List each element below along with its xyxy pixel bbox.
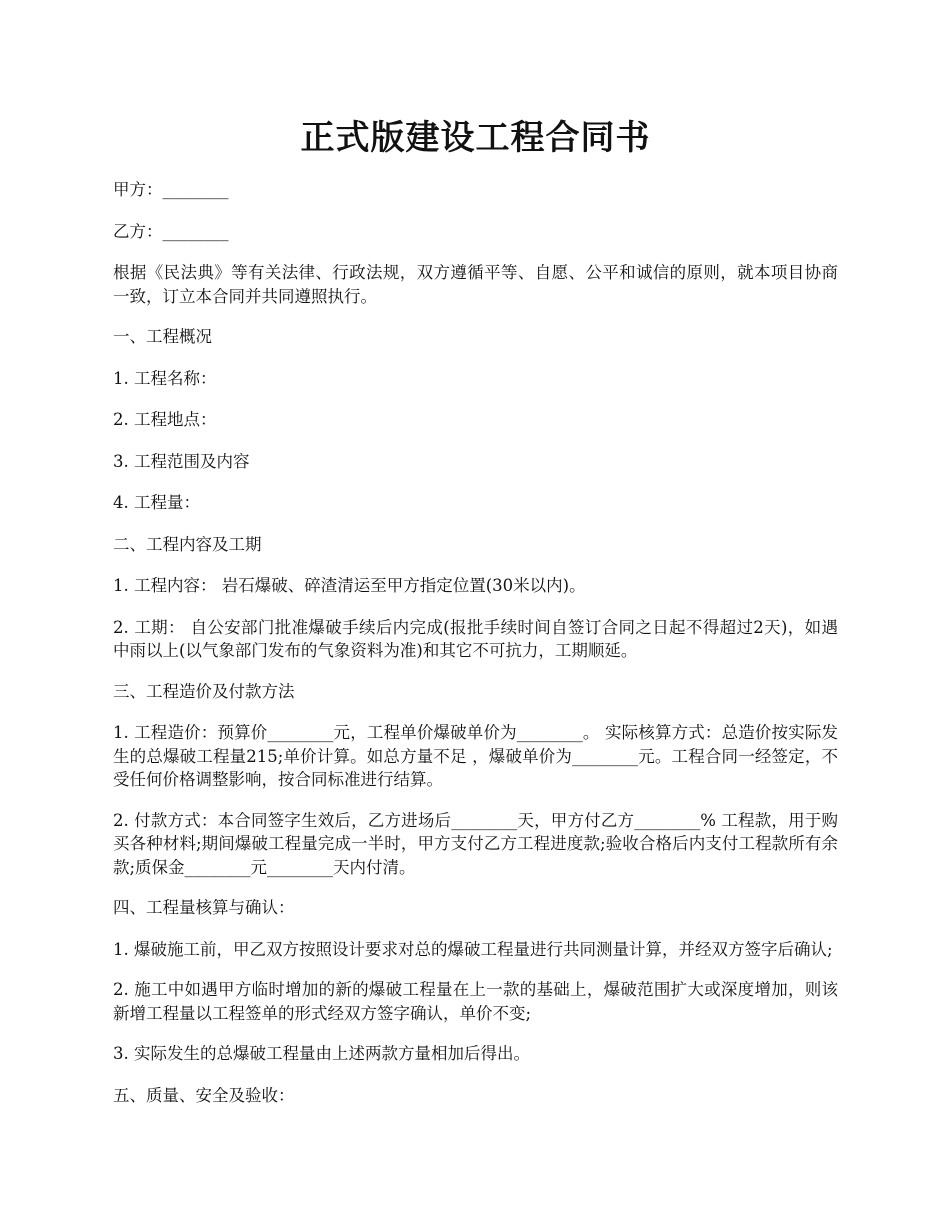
clause-project-name: 1. 工程名称： [113, 368, 217, 388]
document-page [113, 0, 838, 1125]
section-heading-project-overview: 一、工程概况 [113, 327, 212, 346]
clause-pre-blast-measurement: 1. 爆破施工前，甲乙双方按照设计要求对总的爆破工程量进行共同测量计算，并经双方签字后确认; [113, 939, 833, 959]
clause-project-location: 2. 工程地点： [113, 410, 217, 429]
clause-added-quantity: 2. 施工中如遇甲方临时增加的新的爆破工程量在上一款的基础上，爆破范围扩大或深度增加，则该新增工程量以工程签单的形式经双方签字确认，单价不变; [113, 980, 838, 1023]
clause-work-content: 1. 工程内容： 岩石爆破、碎渣清运至甲方指定位置(30米以内)。 [113, 576, 586, 595]
clause-payment-method: 2. 付款方式：本合同签字生效后，乙方进场后________天，甲方付乙方________% 工程款，用于购买各种材料;期间爆破工程量完成一半时，甲方支付乙方工程进度款;验收合格后内支付工程款所有余款;质保金________元________天内付清。 [113, 810, 838, 877]
document-title: 正式版建设工程合同书 [300, 118, 651, 158]
party-a-line: 甲方：________ [113, 180, 229, 199]
party-b-line: 乙方：________ [113, 221, 229, 241]
clause-project-scope: 3. 工程范围及内容 [113, 451, 250, 471]
clause-duration: 2. 工期： 自公安部门批准爆破手续后内完成(报批手续时间自签订合同之日起不得超过2天)，如遇中雨以上(以气象部门发布的气象资料为准)和其它不可抗力，工期顺延。 [113, 617, 838, 660]
clause-project-quantity: 4. 工程量： [113, 493, 200, 512]
section-heading-quantity-confirmation: 四、工程量核算与确认： [113, 898, 295, 917]
clause-total-quantity: 3. 实际发生的总爆破工程量由上述两款方量相加后得出。 [113, 1044, 530, 1063]
section-heading-quality-safety: 五、质量、安全及验收： [113, 1085, 295, 1105]
preamble-paragraph: 根据《民法典》等有关法律、行政法规，双方遵循平等、自愿、公平和诚信的原则，就本项目协商一致，订立本合同并共同遵照执行。 [113, 263, 838, 306]
clause-project-cost: 1. 工程造价：预算价________元，工程单价爆破单价为________。 实际核算方式：总造价按实际发生的总爆破工程量215;单价计算。如总方量不足 ，爆破单价为________元。工程合同一经签定，不受任何价格调整影响，按合同标准进行结算。 [113, 723, 838, 789]
section-heading-content-duration: 二、工程内容及工期 [113, 534, 262, 554]
section-heading-cost-payment: 三、工程造价及付款方法 [113, 681, 295, 701]
document-body [113, 178, 838, 1107]
